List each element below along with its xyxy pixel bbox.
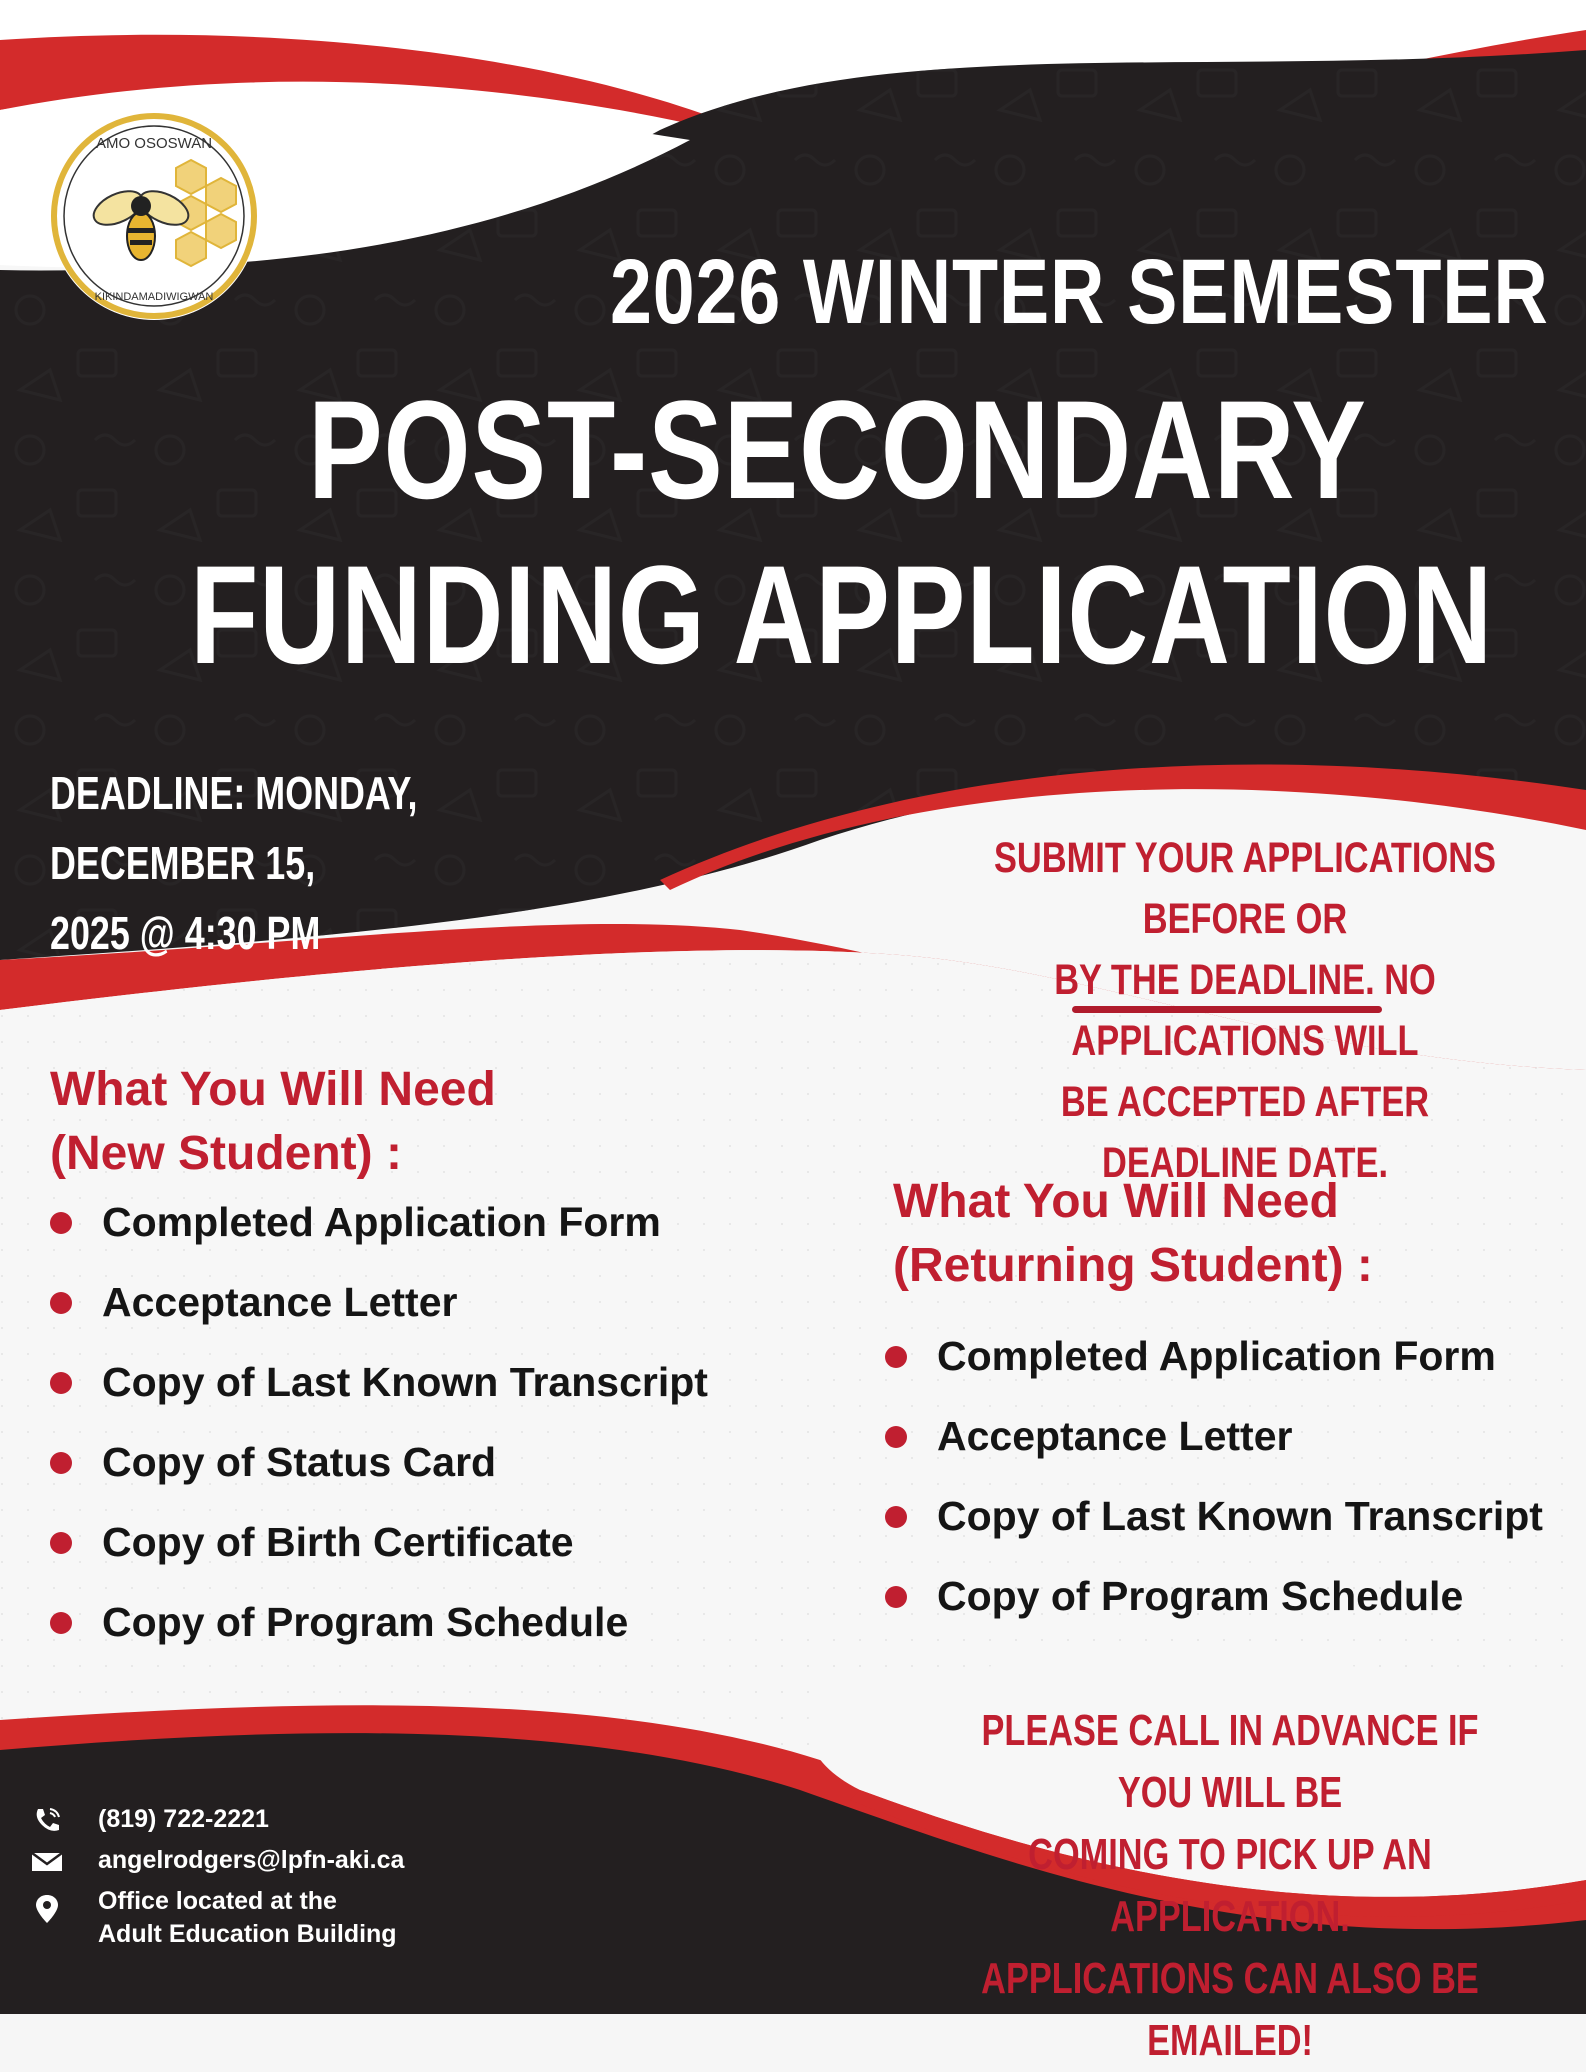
- list-item-label: Copy of Program Schedule: [102, 1599, 629, 1645]
- list-item-label: Copy of Last Known Transcript: [102, 1359, 708, 1405]
- bullet-icon: [50, 1452, 72, 1474]
- email-address[interactable]: angelrodgers@lpfn-aki.ca: [98, 1846, 405, 1874]
- semester-title: 2026 WINTER SEMESTER: [610, 241, 1549, 343]
- returning-student-list: [885, 1316, 1543, 1636]
- bullet-icon: [885, 1346, 907, 1368]
- new-student-heading: [50, 1058, 496, 1186]
- office-line1: Office located at the: [98, 1887, 337, 1915]
- submit-notice-line2: BY THE DEADLINE. NO APPLICATIONS WILL: [1054, 956, 1436, 1065]
- bullet-icon: [50, 1212, 72, 1234]
- list-item-label: Acceptance Letter: [937, 1413, 1293, 1459]
- mail-icon: [30, 1846, 64, 1876]
- location-pin-icon: [30, 1893, 64, 1923]
- list-item-label: Copy of Birth Certificate: [102, 1519, 574, 1565]
- list-item-label: Copy of Status Card: [102, 1439, 497, 1485]
- returning-student-heading: [893, 1170, 1373, 1298]
- new-student-heading-line2: (New Student) :: [50, 1127, 402, 1180]
- phone-icon: [30, 1805, 64, 1835]
- new-student-list: [50, 1182, 708, 1662]
- call-notice-line3: APPLICATIONS CAN ALSO BE EMAILED!: [981, 1954, 1479, 2065]
- call-notice-line1: PLEASE CALL IN ADVANCE IF YOU WILL BE: [981, 1706, 1479, 1817]
- list-item: [50, 1582, 708, 1662]
- list-item: [50, 1502, 708, 1582]
- list-item-label: Copy of Program Schedule: [937, 1573, 1464, 1619]
- list-item-label: Completed Application Form: [937, 1333, 1496, 1379]
- bullet-icon: [50, 1372, 72, 1394]
- deadline-line1: DEADLINE: MONDAY, DECEMBER 15,: [50, 767, 418, 889]
- submit-notice-line3: BE ACCEPTED AFTER DEADLINE DATE.: [1060, 1078, 1430, 1187]
- bullet-icon: [885, 1506, 907, 1528]
- returning-student-heading-line1: What You Will Need: [893, 1175, 1339, 1228]
- list-item: [885, 1396, 1543, 1476]
- bullet-icon: [885, 1426, 907, 1448]
- returning-student-heading-line2: (Returning Student) :: [893, 1239, 1373, 1292]
- list-item: [50, 1422, 708, 1502]
- list-item: [885, 1476, 1543, 1556]
- list-item: [50, 1262, 708, 1342]
- list-item: [885, 1556, 1543, 1636]
- main-title-line1: POST-SECONDARY: [308, 371, 1367, 528]
- phone-number[interactable]: (819) 722-2221: [98, 1805, 269, 1833]
- amo-ososwan-logo: [46, 108, 262, 324]
- new-student-heading-line1: What You Will Need: [50, 1063, 496, 1116]
- logo-bottom-text: KIKINDAMADIWIGWAN: [94, 291, 214, 303]
- list-item-label: Copy of Last Known Transcript: [937, 1493, 1543, 1539]
- bullet-icon: [885, 1586, 907, 1608]
- deadline-line2: 2025 @ 4:30 PM: [50, 907, 321, 959]
- submit-notice-line1: SUBMIT YOUR APPLICATIONS BEFORE OR: [993, 834, 1496, 943]
- office-line2: Adult Education Building: [98, 1920, 397, 1948]
- bullet-icon: [50, 1532, 72, 1554]
- list-item: [885, 1316, 1543, 1396]
- bullet-icon: [50, 1612, 72, 1634]
- office-location: [98, 1885, 397, 1951]
- call-in-advance-notice: [949, 1700, 1511, 2072]
- call-notice-line2: COMING TO PICK UP AN APPLICATION.: [1028, 1830, 1432, 1941]
- list-item-label: Acceptance Letter: [102, 1279, 458, 1325]
- main-title-line2: FUNDING APPLICATION: [190, 536, 1494, 693]
- deadline-text: [50, 758, 627, 968]
- list-item-label: Completed Application Form: [102, 1199, 661, 1245]
- bullet-icon: [50, 1292, 72, 1314]
- logo-top-text: AMO OSOSWAN: [95, 135, 213, 152]
- list-item: [50, 1342, 708, 1422]
- list-item: [50, 1182, 708, 1262]
- notice-underline: [1072, 1006, 1382, 1013]
